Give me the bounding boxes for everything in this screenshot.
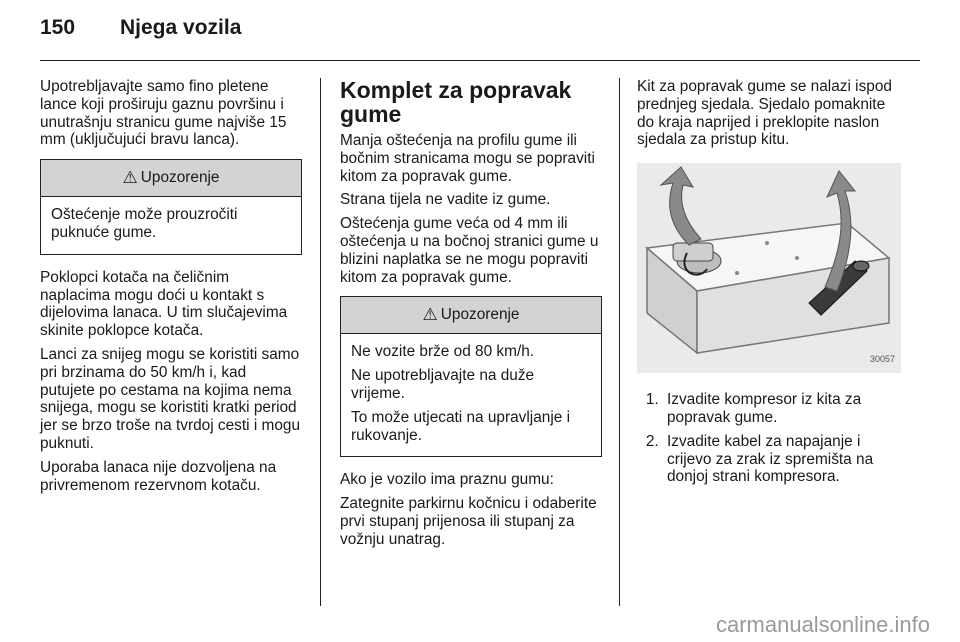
warning-box xyxy=(340,296,602,457)
warning-body xyxy=(341,334,601,456)
page-title: Njega vozila xyxy=(120,16,242,39)
repair-kit-illustration xyxy=(637,163,901,373)
column-2 xyxy=(340,78,602,555)
paragraph: Poklopci kotača na čeličnim naplacima mogu doći u kontakt s dijelovima lanaca. U tim slučajevima skinite poklopce kotača. xyxy=(40,268,288,340)
column-divider-1 xyxy=(320,78,321,606)
watermark: carmanualsonline.info xyxy=(715,612,930,637)
section-heading: Komplet za popravak gume xyxy=(340,77,572,127)
warning-text: Ne upotrebljavajte na duže vrijeme. xyxy=(351,367,535,402)
paragraph: Strana tijela ne vadite iz gume. xyxy=(340,191,551,209)
warning-box xyxy=(40,159,302,255)
warning-triangle-icon: ⚠ xyxy=(122,168,138,188)
page-header xyxy=(40,16,241,40)
warning-header xyxy=(341,297,601,334)
paragraph: Upotrebljavajte samo fino pletene lance koji proširuju gaznu površinu i unutrašnju stranicu gume najviše 15 mm (uključujući bravu lanca). xyxy=(40,78,287,149)
page-number: 150 xyxy=(40,16,76,39)
warning-header xyxy=(41,160,301,197)
column-3 xyxy=(637,78,901,492)
list-item: 2. Izvadite kabel za napajanje i crijevo za zrak iz spremišta na donjoj strani kompresora. xyxy=(663,433,901,486)
warning-body xyxy=(41,197,301,254)
paragraph: Manja oštećenja na profilu gume ili bočnim stranicama mogu se popraviti kitom za popravak gume. xyxy=(340,132,595,185)
paragraph: Kit za popravak gume se nalazi ispod prednjeg sjedala. Sjedalo pomaknite do kraja naprijed i preklopite naslon sjedala za pristup kitu. xyxy=(637,78,892,149)
warning-text: Oštećenje može prouzročiti puknuće gume. xyxy=(51,206,238,241)
instruction-list xyxy=(637,391,901,486)
image-code: 30057 xyxy=(869,354,895,365)
warning-label: Upozorenje xyxy=(140,169,220,187)
warning-triangle-icon: ⚠ xyxy=(422,305,438,325)
column-divider-2 xyxy=(619,78,620,606)
paragraph: Ako je vozilo ima praznu gumu: xyxy=(340,471,554,489)
warning-label: Upozorenje xyxy=(440,306,520,324)
warning-text: To može utjecati na upravljanje i rukovanje. xyxy=(351,408,571,444)
paragraph: Lanci za snijeg mogu se koristiti samo pri brzinama do 50 km/h i, kad putujete po cestama na kojima nema snijega, mogu se koristiti kratki period jer se brzo troše na tvrdoj cesti i mogu puknuti. xyxy=(40,345,301,452)
list-item: 1. Izvadite kompresor iz kita za popravak gume. xyxy=(663,391,901,427)
repair-kit-drawing xyxy=(637,163,901,373)
warning-text: Ne vozite brže od 80 km/h. xyxy=(351,343,535,361)
paragraph: Zategnite parkirnu kočnicu i odaberite prvi stupanj prijenosa ili stupanj za vožnju unatrag. xyxy=(340,495,597,548)
column-1 xyxy=(40,78,302,500)
header-divider xyxy=(40,60,920,61)
paragraph: Uporaba lanaca nije dozvoljena na privremenom rezervnom kotaču. xyxy=(40,458,277,494)
paragraph: Oštećenja gume veća od 4 mm ili oštećenja u na bočnoj stranici gume u blizini naplatka se ne mogu popraviti kitom za popravak gume. xyxy=(340,215,599,286)
